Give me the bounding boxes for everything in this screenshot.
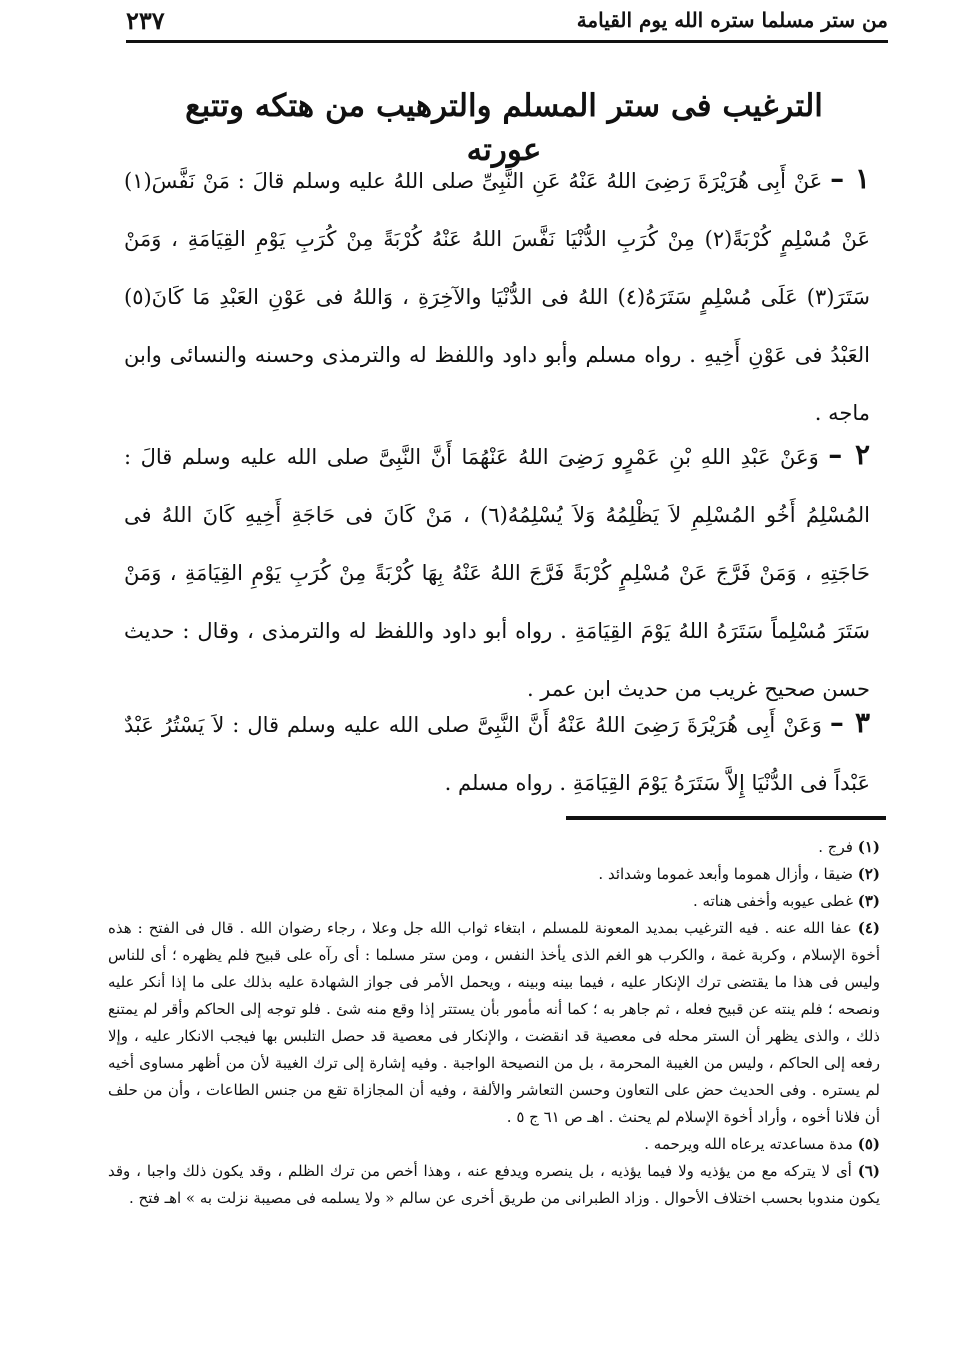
running-title: من ستر مسلما ستره الله يوم القيامة <box>576 8 888 32</box>
footnote-text: أى لا يتركه مع من يؤذيه ولا فيما يؤذيه ، بل ينصره ويدفع عنه ، وهذا أخص من ترك الظلم ، وقد يكون ذلك واجبا ، وقد يكون مندوبا بحسب اختلاف الأحوال . وزاد الطبرانى من طريق أخرى عن سالم « ولا يسلمه فى مصيبة نزلت به » اهـ فتح . <box>108 1162 880 1207</box>
footnote-5 <box>108 1131 880 1158</box>
footnote-number: (٦) <box>857 1162 880 1180</box>
hadith-paragraph <box>124 694 870 812</box>
footnote-2 <box>108 861 880 888</box>
footnote-number: (١) <box>857 838 880 856</box>
footnotes <box>108 834 880 1212</box>
hadith-2 <box>124 426 870 718</box>
hadith-number: ١ – <box>830 162 870 195</box>
footnote-4 <box>108 915 880 1131</box>
hadith-text: عَنْ أَبِى هُرَيْرَةَ رَضِىَ اللهُ عَنْهُ عَنِ النَّبِىِّ صلى اللهُ عليه وسلم قالَ : مَنْ نَفَّسَ(١) عَنْ مُسْلِمٍ كُرْبَةً(٢) مِنْ كُرَبِ الدُّنْيَا نَفَّسَ اللهُ عَنْهُ كُرْبَةً مِنْ كُرَبِ يَوْمِ القِيَامَةِ ، وَمَنْ سَتَرَ(٣) عَلَى مُسْلِمٍ سَتَرَهُ(٤) اللهُ فى الدُّنْيَا والآخِرَةِ ، وَاللهُ فى عَوْنِ العَبْدِ مَا كَانَ(٥) العَبْدُ فى عَوْنِ أَخِيهِ . رواه مسلم وأبو داود واللفظ له والترمذى وحسنه والنسائى وابن ماجه . <box>124 169 870 425</box>
hadith-1 <box>124 150 870 442</box>
footnote-text: فرج . <box>818 838 853 856</box>
hadith-text: وَعَنْ عَبْدِ اللهِ بْنِ عَمْرٍو رَضِىَ اللهُ عَنْهُمَا أَنَّ النَّبِىَّ صلى الله عليه وسلم قالَ : المُسْلِمُ أَخُو المُسْلِمِ لاَ يَظْلِمُهُ وَلاَ يُسْلِمُهُ(٦) ، مَنْ كَانَ فى حَاجَةِ أَخِيهِ كَانَ اللهُ فى حَاجَتِهِ ، وَمَنْ فَرَّجَ عَنْ مُسْلِمٍ كُرْبَةً فَرَّجَ اللهُ عَنْهُ بِهَا كُرْبَةً مِنْ كُرَبِ يَوْمِ القِيَامَةِ ، وَمَنْ سَتَرَ مُسْلِماً سَتَرَهُ اللهُ يَوْمَ القِيَامَةِ . رواه أبو داود واللفظ له والترمذى ، وقال : حديث حسن صحيح غريب من حديث ابن عمر . <box>124 445 870 701</box>
footnote-1 <box>108 834 880 861</box>
footnote-number: (٢) <box>857 865 880 883</box>
footnote-divider <box>566 816 886 820</box>
hadith-3 <box>124 694 870 812</box>
hadith-number: ٢ – <box>828 438 870 471</box>
chapter-title: الترغيب فى ستر المسلم والترهيب من هتكه وتتبع عورته <box>185 88 823 168</box>
footnote-3 <box>108 888 880 915</box>
footnote-number: (٣) <box>857 892 880 910</box>
page-number: ٢٣٧ <box>126 5 165 35</box>
hadith-paragraph <box>124 150 870 442</box>
footnote-number: (٤) <box>857 919 880 937</box>
footnote-text: غطى عيوبه وأخفى هناته . <box>693 892 853 910</box>
footnote-number: (٥) <box>857 1135 880 1153</box>
footnote-text: ضيقا ، وأزال هموما وأبعد غموما وشدائد . <box>598 865 853 883</box>
footnote-text: مدة مساعدته يرعاه الله ويرحمه . <box>644 1135 853 1153</box>
hadith-paragraph <box>124 426 870 718</box>
hadith-text: وَعَنْ أَبِى هُرَيْرَةَ رَضِىَ اللهُ عَنْهُ أَنَّ النَّبِىَّ صلى الله عليه وسلم قال : لاَ يَسْتُرُ عَبْدٌ عَبْداً فى الدُّنْيَا إِلاَّ سَتَرَهُ يَوْمَ القِيَامَةِ . رواه مسلم . <box>124 713 870 795</box>
footnote-6 <box>108 1158 880 1212</box>
running-header <box>126 0 888 43</box>
hadith-number: ٣ – <box>829 706 870 739</box>
footnote-text: عفا الله عنه . فيه الترغيب بمديد المعونة للمسلم ، ابتغاء ثواب الله جل وعلا ، رجاء رضوان الله . قال فى الفتح : هذه أخوة الإسلام ، وكربة غمة ، والكرب هو الغم الذى يأخذ النفس ، ومن ستر مسلما : أى رآه على قبيح فلم يظهره ؛ أى للناس وليس فى هذا ما يقتضى ترك الإنكار عليه ، فيما بينه وبينه ، ويحمل الأمر فى جواز الشهادة عليه بذلك على ما إذا أنكر عليه ونصحه ؛ فلم ينته عن قبيح فعله ، ثم جاهر به ؛ كما أنه مأمور بأن يستتر إذا وقع منه شئ . فلو توجه إلى الحاكم وأقر لم يمتنع ذلك ، والذى يظهر أن الستر محله فى معصية قد انقضت ، والإنكار فى معصية قد حصل التلبس بها فيجب الانكار عليه ، وإلا رفعه إلى الحاكم ، وليس من الغيبة المحرمة ، بل من النصيحة الواجبة . وفيه إشارة إلى ترك الغيبة لأن من أظهر مساوى أخيه لم يستره . وفى الحديث حض على التعاون وحسن التعاشر والألفة ، وفيه أن المجازاة تقع من جنس الطاعات ، وأن من حلف أن فلانا أخوه ، وأراد أخوة الإسلام لم يحنث . اهـ ص ٦١ ج ٥ . <box>108 919 880 1126</box>
